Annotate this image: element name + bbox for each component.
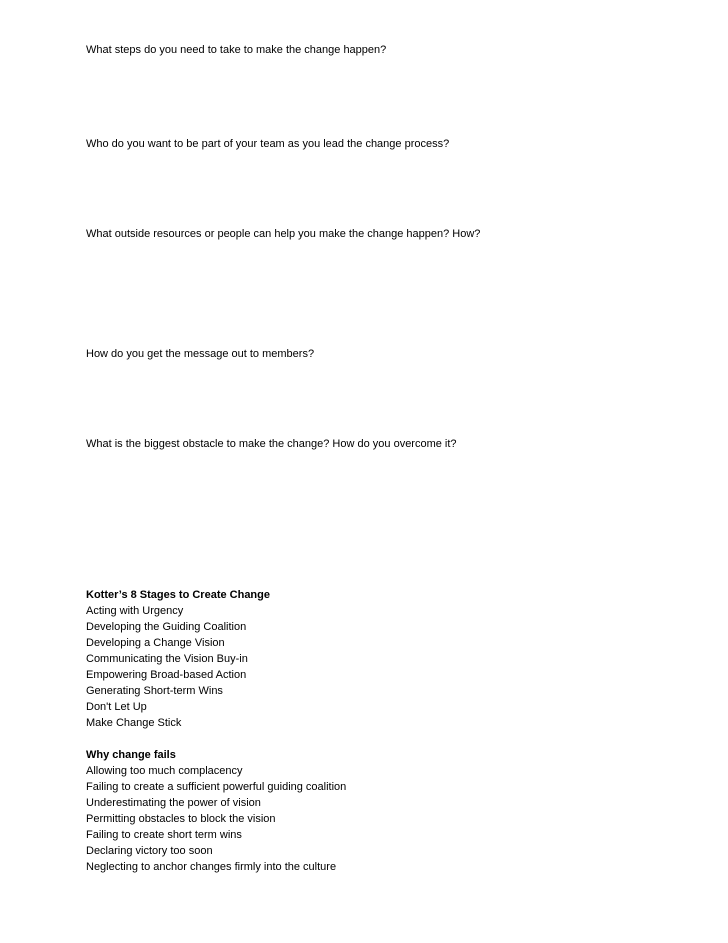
why-change-fails-section [86, 747, 346, 875]
why-change-fails-list [86, 763, 346, 875]
list-item: Make Change Stick [86, 717, 182, 729]
list-item: Allowing too much complacency [86, 765, 243, 777]
question-team-members: Who do you want to be part of your team as you lead the change process? [86, 138, 450, 150]
list-item: Generating Short-term Wins [86, 685, 223, 697]
list-item: Failing to create short term wins [86, 829, 242, 841]
kotter-stages-list [86, 603, 270, 731]
question-message-members: How do you get the message out to members? [86, 348, 315, 360]
list-item: Communicating the Vision Buy-in [86, 653, 248, 665]
kotter-stages-section [86, 587, 270, 731]
list-item: Neglecting to anchor changes firmly into the culture [86, 861, 337, 873]
question-biggest-obstacle: What is the biggest obstacle to make the change? How do you overcome it? [86, 438, 457, 450]
list-item: Developing a Change Vision [86, 637, 225, 649]
list-item: Acting with Urgency [86, 605, 184, 617]
list-item: Declaring victory too soon [86, 845, 213, 857]
list-item: Permitting obstacles to block the vision [86, 813, 276, 825]
question-change-steps: What steps do you need to take to make the change happen? [86, 44, 387, 56]
question-outside-resources: What outside resources or people can help you make the change happen? How? [86, 228, 481, 240]
list-item: Empowering Broad-based Action [86, 669, 247, 681]
why-change-fails-heading: Why change fails [86, 749, 176, 761]
list-item: Failing to create a sufficient powerful guiding coalition [86, 781, 347, 793]
list-item: Developing the Guiding Coalition [86, 621, 247, 633]
kotter-stages-heading: Kotter’s 8 Stages to Create Change [86, 589, 270, 601]
list-item: Underestimating the power of vision [86, 797, 261, 809]
list-item: Don't Let Up [86, 701, 147, 713]
